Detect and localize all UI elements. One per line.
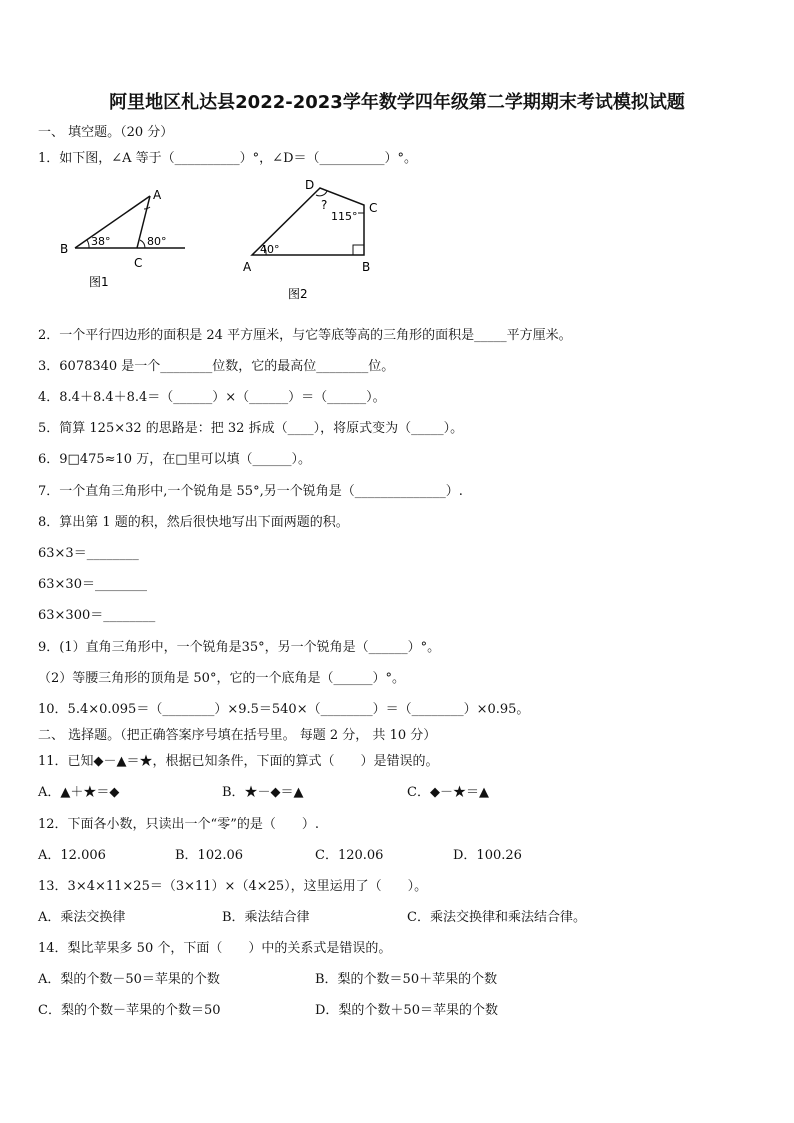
q14-option-a: A．梨的个数－50＝苹果的个数 [38,972,220,987]
q11-option-c: C．◆－★＝▲ [407,785,489,800]
question-10: 10．5.4×0.095＝（________）×9.5＝540×（________）＝（________）×0.95。 [38,702,530,717]
q12-option-b: B．102.06 [175,848,244,863]
q14-option-b: B．梨的个数＝50＋苹果的个数 [315,972,498,987]
fig2-angle-c: 115° [331,210,358,223]
fig2-label-a: A [243,260,252,274]
fig2-label-c: C [369,201,378,215]
question-14: 14．梨比苹果多 50 个，下面（ ）中的关系式是错误的。 [38,941,392,956]
fig2-angle-a: 40° [260,243,280,256]
question-9b: （2）等腰三角形的顶角是 50°，它的一个底角是（______）°。 [38,671,405,686]
question-8a: 63×3＝________ [38,546,139,561]
q11-option-b: B．★－◆＝▲ [222,785,304,800]
fig1-label-c: C [134,256,143,270]
q12-option-a: A．12.006 [38,848,106,863]
question-2: 2．一个平行四边形的面积是 24 平方厘米，与它等底等高的三角形的面积是_____平方厘米。 [38,328,572,343]
figure-2-quadrilateral [238,175,388,305]
q13-option-c: C．乘法交换律和乘法结合律。 [407,910,586,925]
fig1-label-b: B [60,242,69,256]
section-fill-in: 一、 填空题。（20 分） [38,125,174,140]
question-1: 1．如下图，∠A 等于（__________）°，∠D＝（__________）°。 [38,151,417,166]
fig1-caption: 图1 [89,275,109,289]
page-title: 阿里地区札达县2022-2023学年数学四年级第二学期期末考试模拟试题 [109,92,685,113]
fig1-angle-c: 80° [147,235,167,248]
figure-1-triangle [55,185,205,290]
fig1-label-a: A [153,188,162,202]
q14-option-d: D．梨的个数＋50＝苹果的个数 [315,1003,498,1018]
q13-option-b: B．乘法结合律 [222,910,310,925]
fig1-angle-b: 38° [91,235,111,248]
question-5: 5．简算 125×32 的思路是：把 32 拆成（____），将原式变为（_____）。 [38,421,464,436]
q14-option-c: C．梨的个数－苹果的个数＝50 [38,1003,221,1018]
q13-option-a: A．乘法交换律 [38,910,126,925]
question-8: 8．算出第 1 题的积，然后很快地写出下面两题的积。 [38,515,349,530]
question-6: 6．9□475≈10 万，在□里可以填（______）。 [38,452,311,467]
question-3: 3．6078340 是一个________位数，它的最高位________位。 [38,359,395,374]
q11-option-a: A．▲＋★＝◆ [38,785,120,800]
fig2-angle-d: ? [321,198,328,212]
question-8c: 63×300＝________ [38,608,156,623]
question-8b: 63×30＝________ [38,577,147,592]
question-7: 7．一个直角三角形中,一个锐角是 55°,另一个锐角是（______________）. [38,484,463,499]
section-choice: 二、 选择题。（把正确答案序号填在括号里。 每题 2 分， 共 10 分） [38,728,437,743]
question-11: 11．已知◆－▲＝★，根据已知条件，下面的算式（ ）是错误的。 [38,754,439,769]
q12-option-d: D．100.26 [453,848,522,863]
fig2-label-d: D [305,178,315,192]
fig2-caption: 图2 [288,287,308,301]
question-12: 12．下面各小数，只读出一个“零”的是（ ）. [38,817,319,832]
fig2-label-b: B [362,260,371,274]
q12-option-c: C．120.06 [315,848,384,863]
question-4: 4．8.4＋8.4＋8.4＝（______）×（______）＝（______）。 [38,390,386,405]
question-9a: 9．(1）直角三角形中，一个锐角是35°，另一个锐角是（______）°。 [38,640,441,655]
question-13: 13．3×4×11×25＝（3×11）×（4×25），这里运用了（ ）。 [38,879,428,894]
